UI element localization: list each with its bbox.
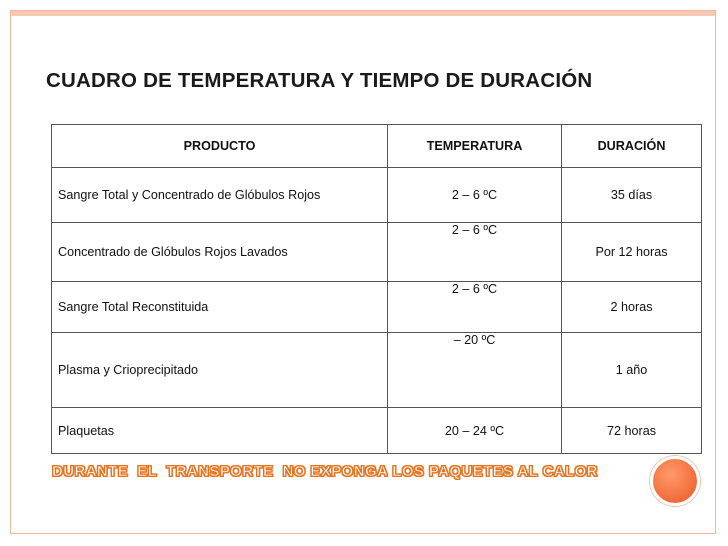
table-row: [52, 168, 702, 223]
temperature-cell: 2 – 6 ºC: [388, 223, 562, 282]
temperature-cell: – 20 ºC: [388, 333, 562, 408]
product-cell: Plasma y Crioprecipitado: [52, 333, 388, 408]
product-cell: Sangre Total Reconstituida: [52, 282, 388, 333]
header-duracion: DURACIÓN: [562, 125, 702, 168]
product-cell: Sangre Total y Concentrado de Glóbulos Rojos: [52, 168, 388, 223]
table-row: [52, 408, 702, 454]
slide-title: CUADRO DE TEMPERATURA Y TIEMPO DE DURACIÓN: [46, 69, 593, 92]
duration-cell: Por 12 horas: [562, 223, 702, 282]
table-header-row: [52, 125, 702, 168]
transport-warning: DURANTE EL TRANSPORTE NO EXPONGA LOS PAQUETES AL CALOR: [52, 463, 598, 480]
product-cell: Concentrado de Glóbulos Rojos Lavados: [52, 223, 388, 282]
table-row: [52, 333, 702, 408]
header-producto: PRODUCTO: [52, 125, 388, 168]
duration-cell: 72 horas: [562, 408, 702, 454]
table-row: [52, 282, 702, 333]
duration-cell: 35 días: [562, 168, 702, 223]
temperature-cell: 2 – 6 ºC: [388, 282, 562, 333]
temperature-cell: 2 – 6 ºC: [388, 168, 562, 223]
duration-cell: 2 horas: [562, 282, 702, 333]
product-cell: Plaquetas: [52, 408, 388, 454]
table-row: [52, 223, 702, 282]
temperature-cell: 20 – 24 ºC: [388, 408, 562, 454]
decorative-orb: [650, 456, 700, 506]
temperature-duration-table: [51, 124, 702, 454]
duration-cell: 1 año: [562, 333, 702, 408]
header-temperatura: TEMPERATURA: [388, 125, 562, 168]
